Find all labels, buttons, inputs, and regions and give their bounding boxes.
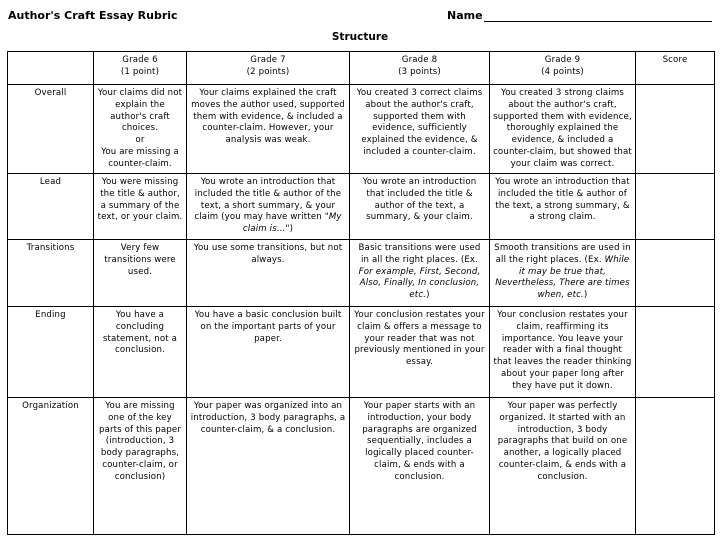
cell-text: Your conclusion restates your claim & offers a message to your reader that was not previously mentioned in your essay. [354,310,485,368]
cell-organization-grade-9 [490,398,636,535]
grade-label: Grade 6 [122,55,158,65]
cell-text: You created 3 strong claims about the author's craft, supported them with evidence, thoroughly explained the evidence, & included a counter-claim, but showed that your claim was correct. [493,88,632,169]
section-title: Structure [331,31,389,43]
cell-organization-grade-8 [350,398,490,535]
cell-transitions-grade-8 [350,240,490,307]
cell-lead-grade-9 [490,174,636,240]
cell-text: Smooth transitions are used in all the right places. (Ex. While it may be true that, Nevertheless, There are times when, etc.) [494,243,631,301]
cell-text: Your conclusion restates your claim, reaffirming its importance. You leave your reader with a final thought that leaves the reader thinking about your paper long after they have put it down. [493,310,632,391]
header-blank-cell [8,52,94,85]
cell-text: You are missing a counter-claim. [101,146,179,169]
row-label-lead: Lead [8,174,94,240]
cell-text: Your paper was organized into an introduction, 3 body paragraphs, a counter-claim, & a conclusion. [190,401,346,435]
cell-ending-grade-9 [490,307,636,398]
cell-text: You are missing one of the key parts of this paper (introduction, 3 body paragraphs, counter-claim, or conclusion) [98,401,182,482]
cell-text: You were missing the title & author, a summary of the text, or your claim. [97,177,183,223]
cell-text: or [135,135,145,146]
cell-text: Your paper starts with an introduction, your body paragraphs are organized sequentially, includes a logically placed counter-claim, & ends with a conclusion. [362,401,477,482]
row-transitions [8,240,715,307]
cell-text: You have a basic conclusion built on the important parts of your paper. [194,310,342,344]
header-grade-8 [350,52,490,85]
header-grade-9 [490,52,636,85]
example-claim: "My claim is..." [242,212,342,235]
cell-text: Very few transitions were used. [104,243,176,277]
cell-text: Your claims explained the craft moves the author used, supported them with evidence, & included a counter-claim. However, your analysis was weak. [191,88,345,146]
row-label-overall: Overall [8,85,94,174]
score-header: Score [636,52,715,85]
cell-organization-grade-7 [187,398,350,535]
score-cell-organization[interactable] [636,398,715,535]
cell-overall-grade-9 [490,85,636,174]
cell-lead-grade-8 [350,174,490,240]
grade-label: Grade 7 [250,55,286,65]
cell-overall-grade-7 [187,85,350,174]
points-label: (4 points) [541,66,584,77]
example-phrases: While it may be true that, Nevertheless, There are times when, etc. [495,254,630,301]
header-grade-6 [94,52,187,85]
cell-text: Basic transitions were used in all the right places. (Ex. For example, First, Second, Also, Finally, In conclusion, etc.) [358,243,481,301]
grade-label: Grade 8 [401,55,438,65]
cell-text: Your paper was perfectly organized. It started with an introduction, 3 body paragraphs that build on one another, a logically placed counter-claim, & ends with a conclusion. [497,401,628,482]
cell-text: You have a concluding statement, not a conclusion. [102,310,178,356]
score-cell-overall[interactable] [636,85,715,174]
cell-text: You wrote an introduction that included the title & author of the text, a strong summary, & a strong claim. [495,177,630,223]
example-phrases: For example, First, Second, Also, Finally, In conclusion, etc. [358,266,481,301]
name-blank-line [484,11,712,22]
cell-text: You created 3 correct claims about the author's craft, supported them with evidence, sufficiently explained the evidence, & included a counter-claim. [356,88,483,157]
cell-transitions-grade-6 [94,240,187,307]
cell-text: Your claims did not explain the author's craft choices. [97,88,183,134]
points-label: (3 points) [398,66,441,77]
row-label-organization: Organization [8,398,94,535]
row-organization [8,398,715,535]
header-row [8,52,715,85]
cell-ending-grade-7 [187,307,350,398]
cell-organization-grade-6 [94,398,187,535]
rubric-table [7,51,715,535]
cell-overall-grade-8 [350,85,490,174]
score-cell-lead[interactable] [636,174,715,240]
header-grade-7 [187,52,350,85]
score-cell-ending[interactable] [636,307,715,398]
row-label-ending: Ending [8,307,94,398]
rubric-title: Author's Craft Essay Rubric [8,9,178,22]
cell-ending-grade-8 [350,307,490,398]
cell-text: You wrote an introduction that included the title & author of the text, a summary, & your claim. [362,177,477,223]
row-ending [8,307,715,398]
score-cell-transitions[interactable] [636,240,715,307]
cell-transitions-grade-7 [187,240,350,307]
grade-label: Grade 9 [544,55,581,65]
row-lead [8,174,715,240]
cell-text: You use some transitions, but not always. [193,243,343,265]
row-overall [8,85,715,174]
cell-ending-grade-6 [94,307,187,398]
row-label-transitions: Transitions [8,240,94,307]
cell-transitions-grade-9 [490,240,636,307]
name-label: Name [447,9,483,22]
cell-text: You wrote an introduction that included the title & author of the text, a short summary, & your claim (you may have written "My claim is...") [194,177,342,235]
cell-overall-grade-6 [94,85,187,174]
points-label: (2 points) [246,66,290,77]
cell-lead-grade-7 [187,174,350,240]
name-field [447,9,712,22]
cell-lead-grade-6 [94,174,187,240]
points-label: (1 point) [120,66,160,77]
